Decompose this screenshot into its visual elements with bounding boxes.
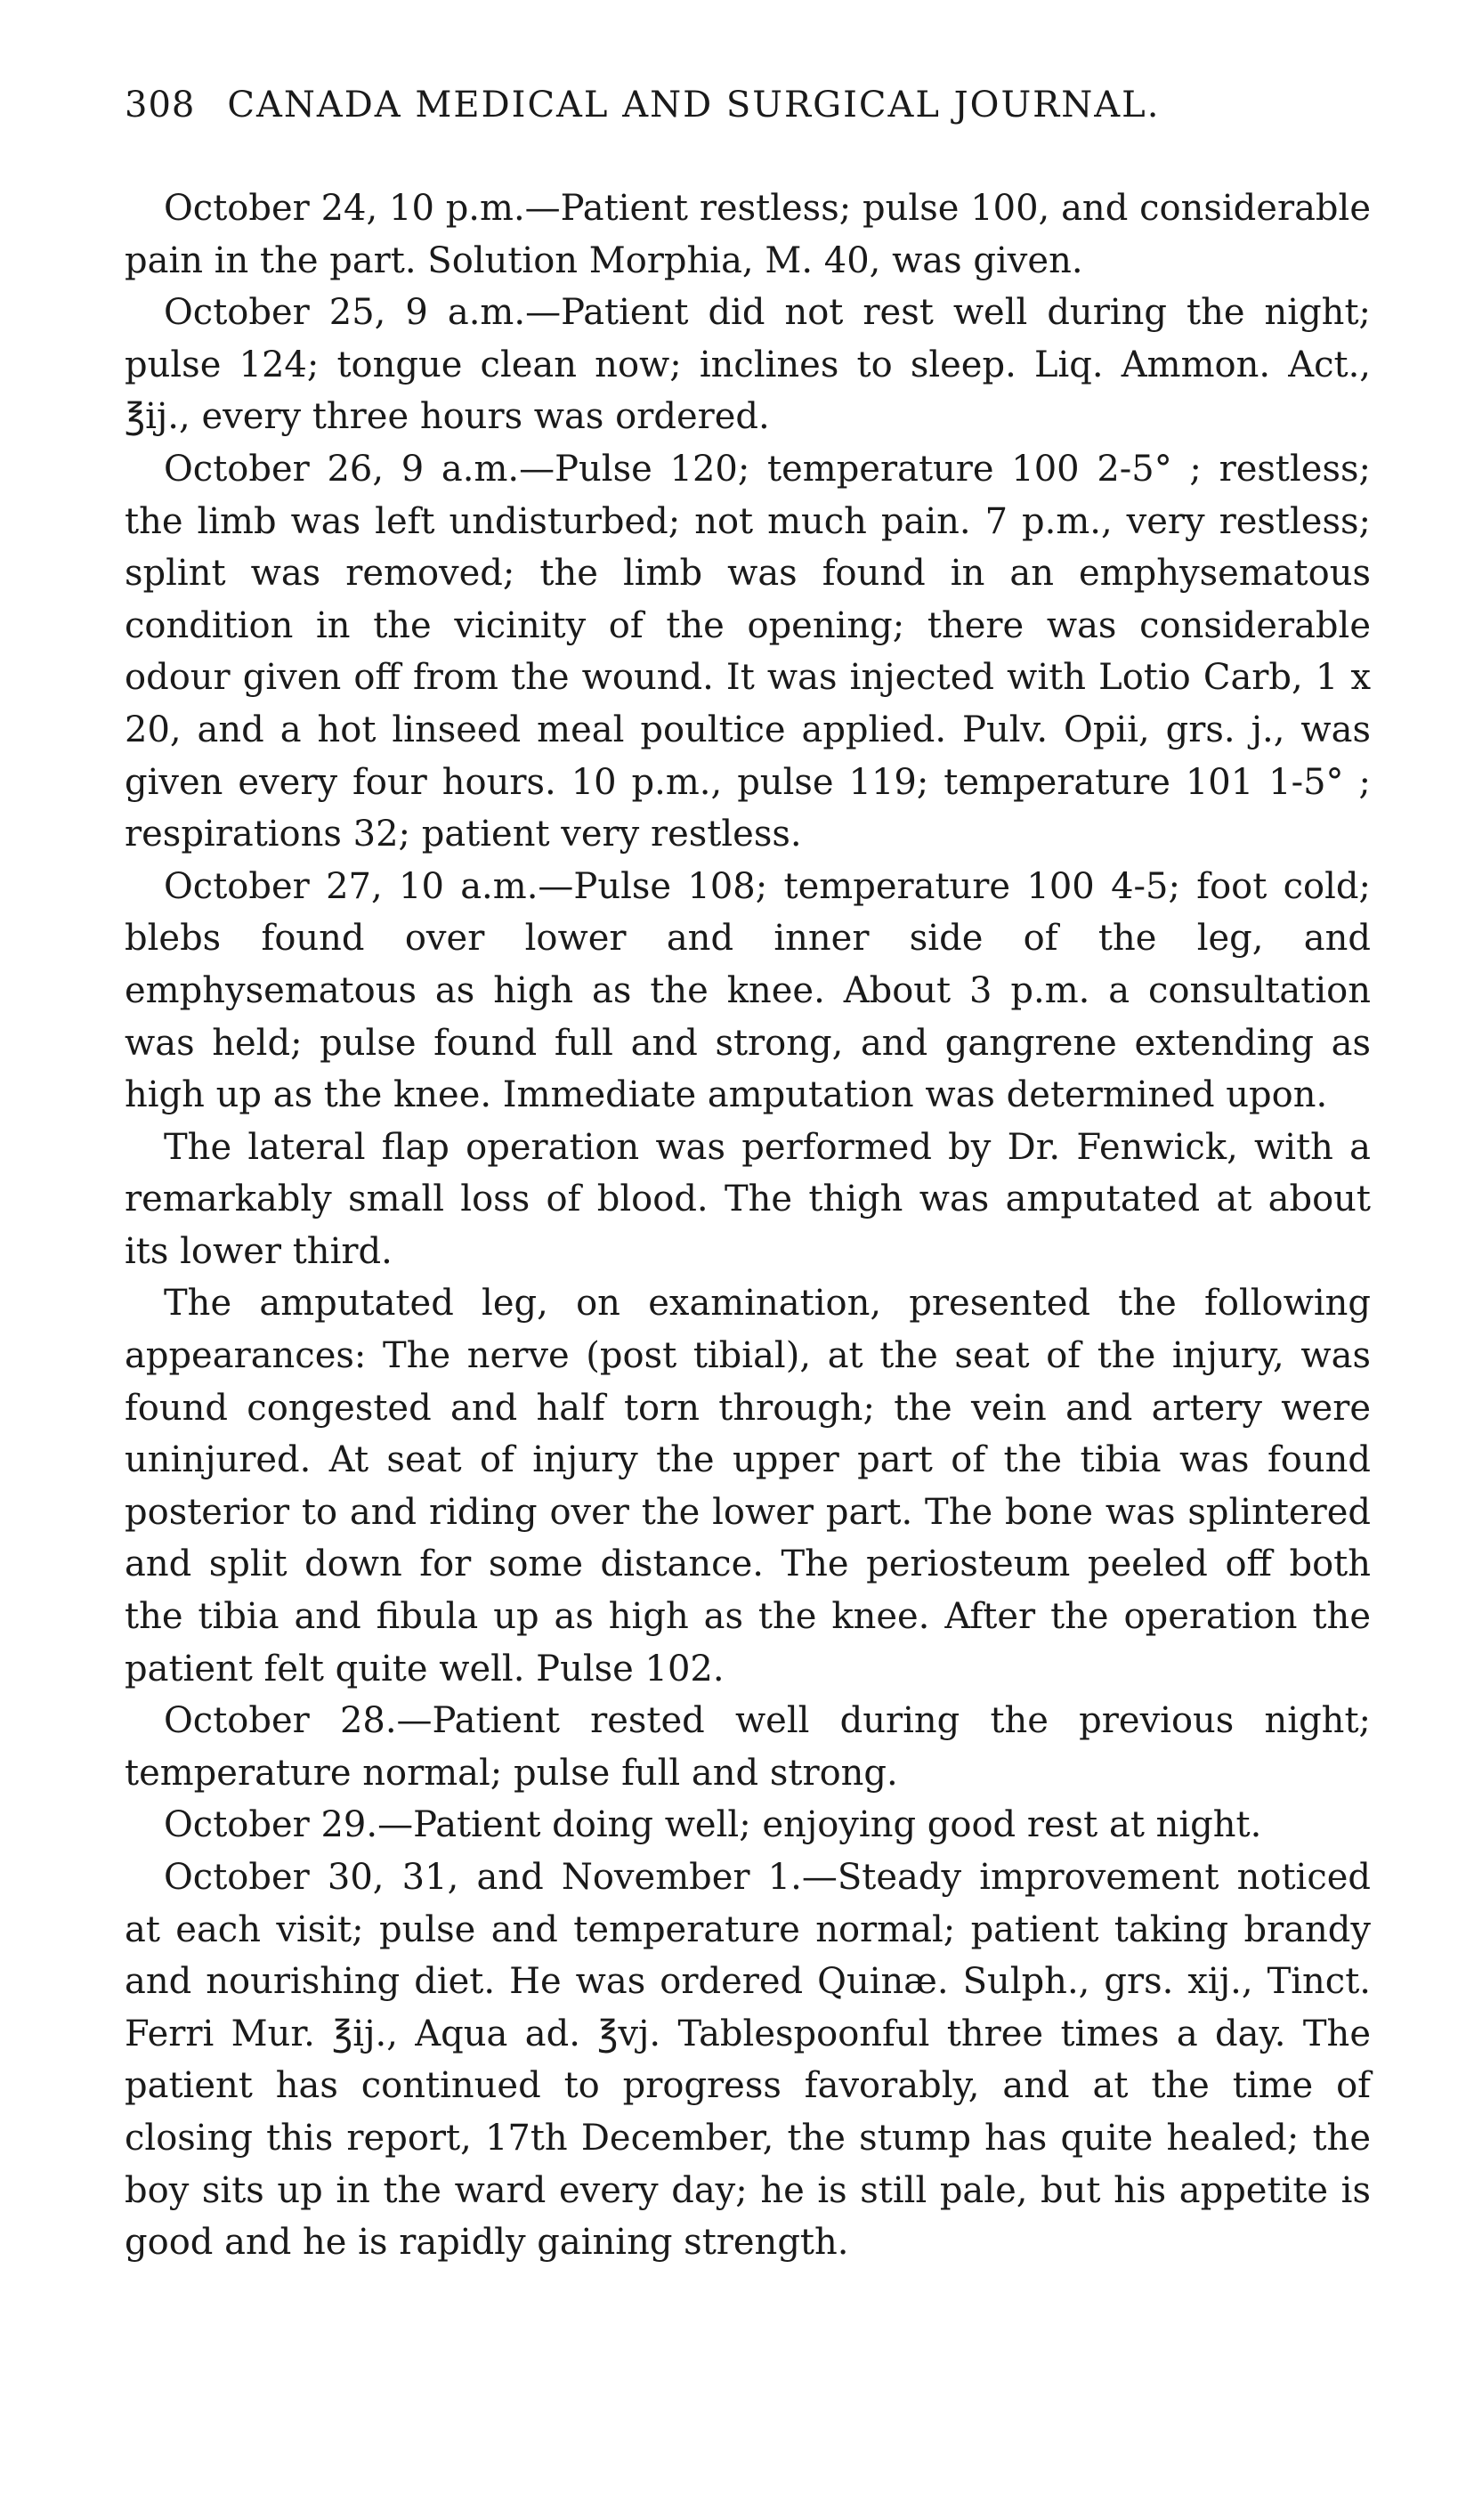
paragraph-examination: The amputated leg, on examination, presented the following appearances: The nerve (post tibial), at the seat of the injury, was found congested and half torn through; the vein and artery were uninjured. At seat of injury the upper part of the tibia was found posterior to and riding over the lower part. The bone was splintered and split down for some distance. The periosteum peeled off both the tibia and fibula up as high as the knee. After the operation the patient felt quite well. Pulse 102. [125, 1283, 1371, 1689]
paragraph-oct-30-nov-1: October 30, 31, and November 1.—Steady improvement noticed at each visit; pulse and temperature normal; patient taking brandy and nourishing diet. He was ordered Quinæ. Sulph., grs. xij., Tinct. Ferri Mur. ℥ij., Aqua ad. ℥vj. Tablespoonful three times a day. The patient has continued to progress favorably, and at the time of closing this report, 17th December, the stump has quite healed; the boy sits up in the ward every day; he is still pale, but his appetite is good and he is rapidly gaining strength. [125, 1857, 1371, 2264]
paragraph-oct-24: October 24, 10 p.m.—Patient restless; pulse 100, and considerable pain in the part. Solution Morphia, M. 40, was given. [125, 188, 1371, 281]
article-body [125, 182, 1371, 2269]
running-head: CANADA MEDICAL AND SURGICAL JOURNAL. [227, 85, 1161, 126]
paragraph-oct-28: October 28.—Patient rested well during the previous night; temperature normal; pulse full and strong. [125, 1700, 1371, 1794]
page-header [125, 85, 1371, 156]
paragraph-oct-25: October 25, 9 a.m.—Patient did not rest well during the night; pulse 124; tongue clean now; inclines to sleep. Liq. Ammon. Act., ℥ij., every three hours was ordered. [125, 292, 1371, 438]
paragraph-oct-26: October 26, 9 a.m.—Pulse 120; temperature 100 2-5° ; restless; the limb was left undisturbed; not much pain. 7 p.m., very restless; splint was removed; the limb was found in an emphysematous condition in the vicinity of the opening; there was considerable odour given off from the wound. It was injected with Lotio Carb, 1 x 20, and a hot linseed meal poultice applied. Pulv. Opii, grs. j., was given every four hours. 10 p.m., pulse 119; temperature 101 1-5° ; respirations 32; patient very restless. [125, 448, 1371, 855]
journal-page [125, 85, 1371, 2269]
paragraph-oct-27: October 27, 10 a.m.—Pulse 108; temperature 100 4-5; foot cold; blebs found over lower and inner side of the leg, and emphysematous as high as the knee. About 3 p.m. a consultation was held; pulse found full and strong, and gangrene extending as high up as the knee. Immediate amputation was determined upon. [125, 865, 1371, 1116]
page-number: 308 [125, 85, 196, 126]
paragraph-operation: The lateral flap operation was performed by Dr. Fenwick, with a remarkably small loss of blood. The thigh was amputated at about its lower third. [125, 1126, 1371, 1272]
paragraph-oct-29: October 29.—Patient doing well; enjoying good rest at night. [164, 1804, 1262, 1846]
